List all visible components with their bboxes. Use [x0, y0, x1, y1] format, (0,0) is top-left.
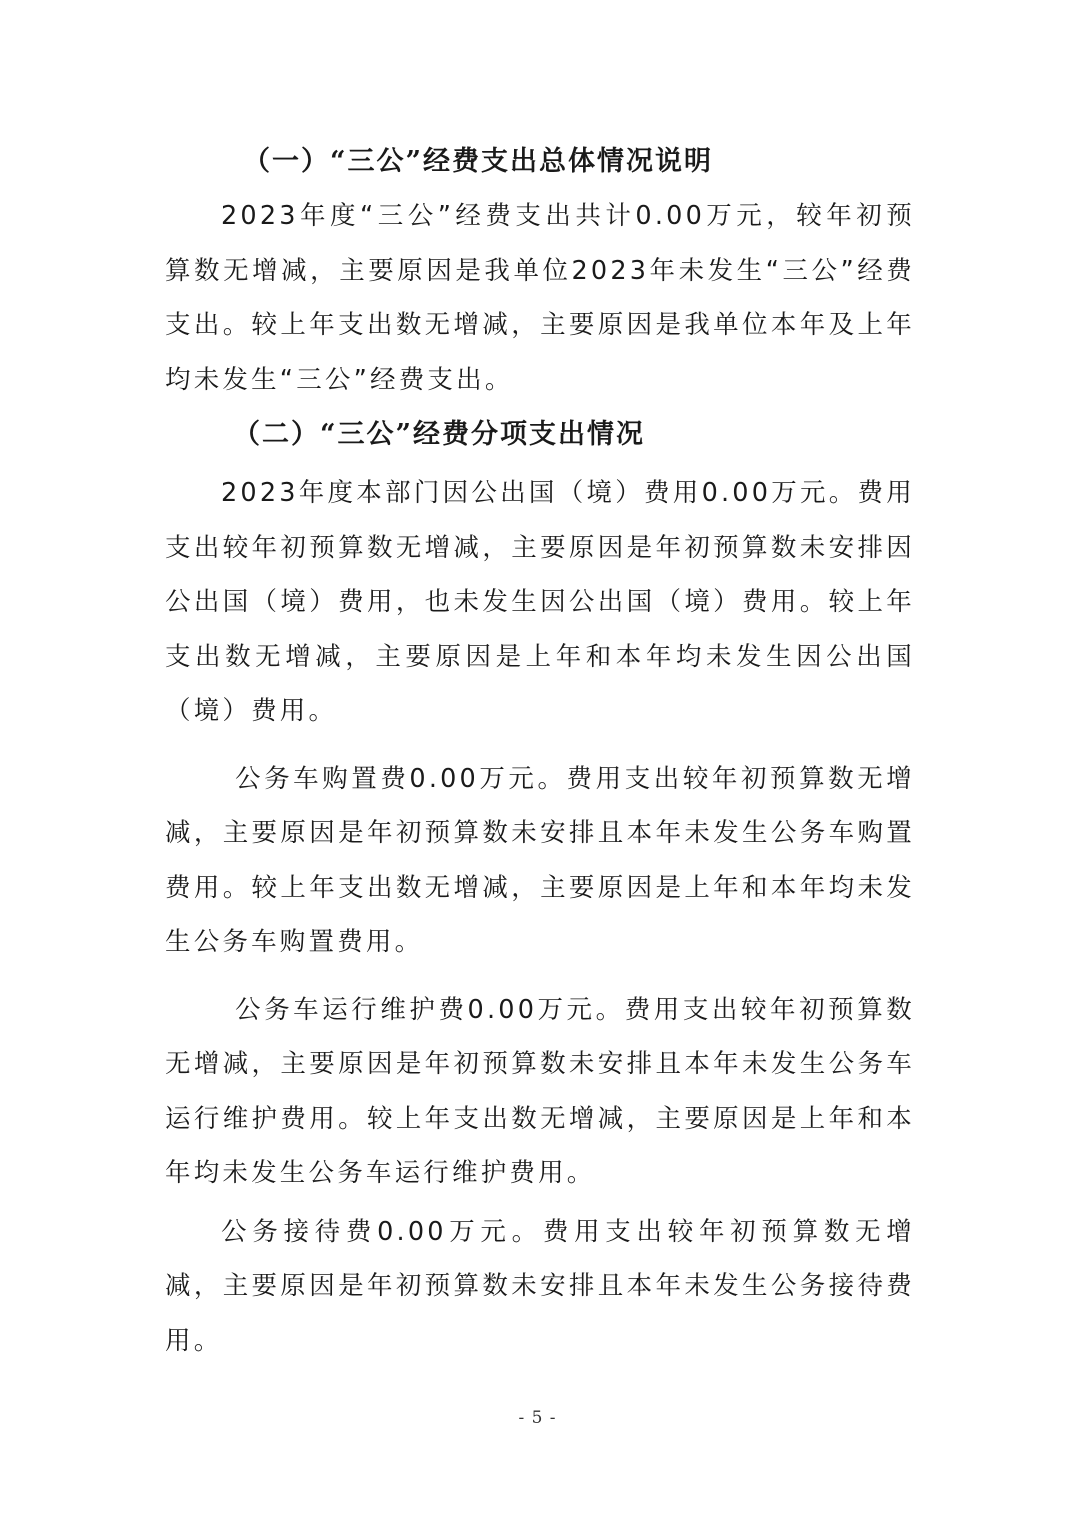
- paragraph-overseas-travel: 2023年度本部门因公出国（境）费用0.00万元。费用支出较年初预算数无增减，主要原因是年初预算数未安排因公出国（境）费用，也未发生因公出国（境）费用。较上年支出数无增减，主要原因是上年和本年均未发生因公出国（境）费用。: [165, 478, 915, 726]
- paragraph-vehicle-purchase: 公务车购置费0.00万元。费用支出较年初预算数无增减，主要原因是年初预算数未安排且本年未发生公务车购置费用。较上年支出数无增减，主要原因是上年和本年均未发生公务车购置费用。: [165, 763, 915, 957]
- page-number: - 5 -: [518, 1408, 557, 1428]
- paragraph-overall-summary: 2023年度“三公”经费支出共计0.00万元，较年初预算数无增减，主要原因是我单位2023年未发生“三公”经费支出。较上年支出数无增减，主要原因是我单位本年及上年均未发生“三公”经费支出。: [165, 201, 915, 395]
- document-body: [165, 135, 915, 1368]
- paragraph-reception: 公务接待费0.00万元。费用支出较年初预算数无增减，主要原因是年初预算数未安排且本年未发生公务接待费用。: [165, 1216, 915, 1356]
- section-heading-overall: （一）“三公”经费支出总体情况说明: [243, 146, 714, 177]
- section-heading-itemized: （二）“三公”经费分项支出情况: [233, 419, 646, 450]
- paragraph-vehicle-maintenance: 公务车运行维护费0.00万元。费用支出较年初预算数无增减，主要原因是年初预算数未安排且本年未发生公务车运行维护费用。较上年支出数无增减，主要原因是上年和本年均未发生公务车运行维护费用。: [165, 994, 915, 1188]
